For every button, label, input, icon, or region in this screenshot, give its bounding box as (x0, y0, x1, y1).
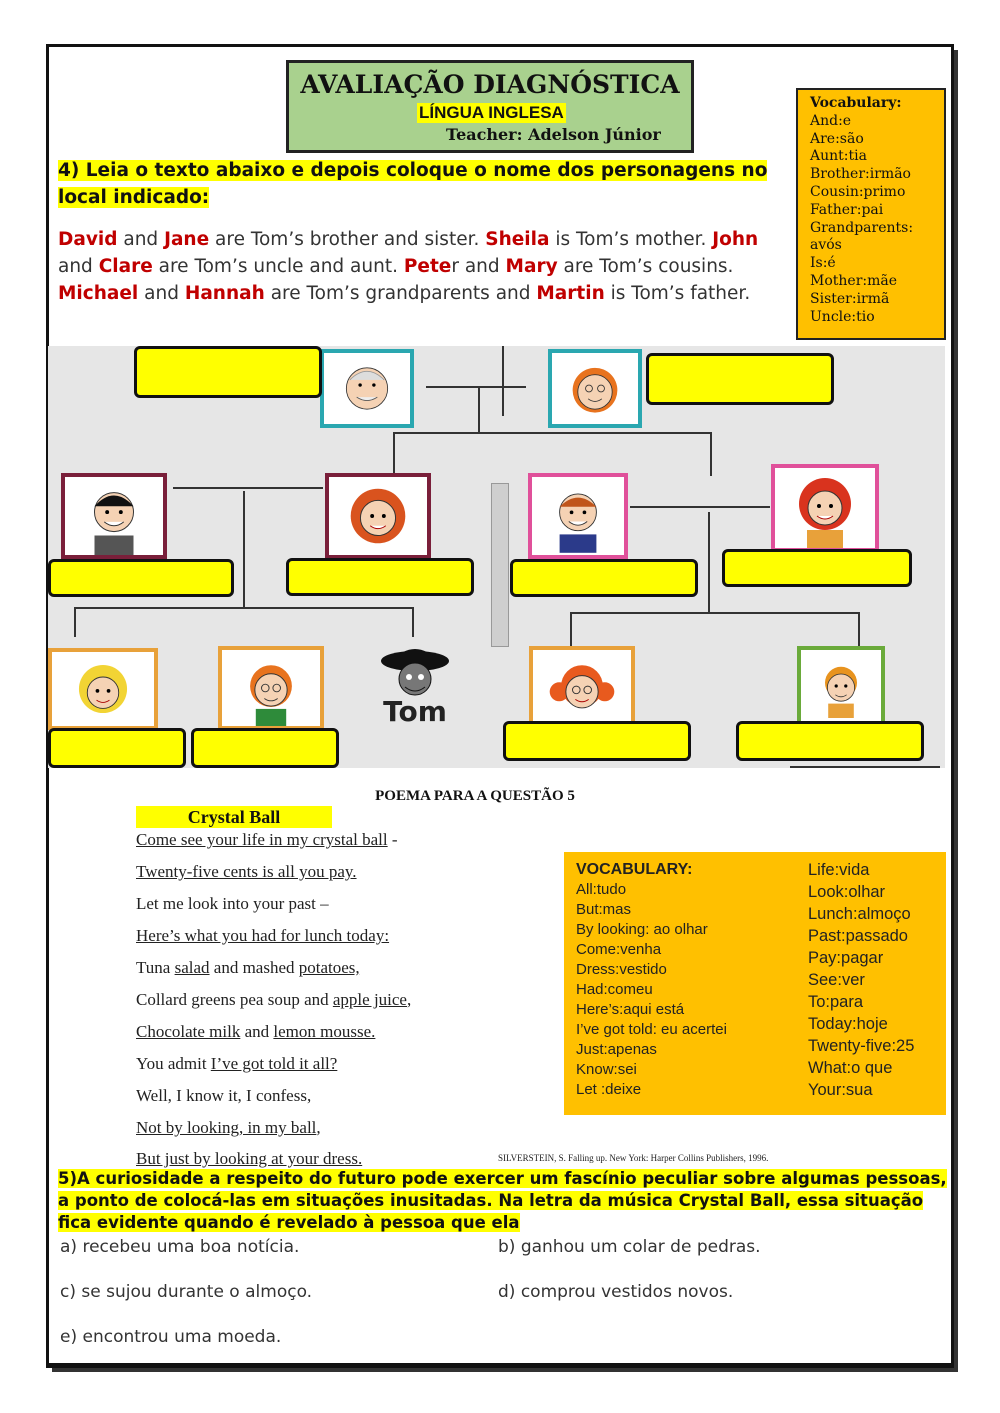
subject-label: LÍNGUA INGLESA (419, 103, 564, 122)
story-text: are Tom’s uncle and aunt. (152, 256, 404, 277)
uncle-portrait (61, 473, 167, 559)
man-face-icon (65, 477, 163, 555)
name-peter: Pete (403, 256, 452, 277)
brother-portrait (797, 646, 885, 726)
story-text: and (58, 256, 99, 277)
poem-text: apple juice (332, 990, 407, 1009)
poem-text: Come see your life in my crystal ball (136, 830, 388, 849)
vocab-item: Dress:vestido (576, 961, 667, 978)
poem-line (136, 958, 360, 978)
tree-line (393, 432, 711, 434)
vocab-item: Cousin:primo (810, 183, 906, 200)
vocab-item: Know:sei (576, 1061, 637, 1078)
girl-face-icon (52, 652, 154, 726)
name-michael: Michael (58, 283, 139, 304)
answer-slot-grandfather[interactable] (134, 346, 322, 398)
vocab-item: Your:sua (808, 1081, 873, 1099)
poem-text: and mashed (209, 958, 299, 977)
vocab-item: To:para (808, 993, 864, 1011)
poem-line: Twenty-five cents is all you pay. (136, 862, 357, 881)
tree-line (74, 607, 76, 637)
poem-text: - (387, 830, 398, 849)
answer-slot-cousin-girl[interactable] (48, 728, 186, 768)
story-text: and (117, 229, 165, 250)
poem-text: Collard greens pea soup and (136, 990, 333, 1009)
poem-text: lemon mousse. (273, 1022, 376, 1041)
grandmother-portrait (548, 349, 642, 428)
vocab-item: I’ve got told: eu acertei (576, 1021, 727, 1038)
poem-line: Here’s what you had for lunch today: (136, 926, 390, 945)
name-clare: Clare (98, 256, 153, 277)
vocabulary-box (796, 88, 946, 340)
vocab-item: Had:comeu (576, 981, 653, 998)
mother-portrait (771, 464, 879, 552)
boy-face-icon (801, 650, 881, 722)
vocab-item: Let :deixe (576, 1081, 642, 1098)
vocab-column-1 (576, 860, 727, 1100)
woman-face-icon (775, 468, 875, 548)
vocab-item: Are:são (810, 130, 864, 147)
vocab-item: Pay:pagar (808, 949, 884, 967)
tree-line (478, 388, 480, 433)
poem-text: potatoes, (298, 958, 360, 977)
vocabulary-heading: VOCABULARY: (576, 861, 693, 878)
poem-title: Crystal Ball (136, 806, 332, 828)
poem-line (136, 990, 411, 1010)
cousin-boy-portrait (218, 646, 324, 730)
name-mary: Mary (505, 256, 558, 277)
teacher-label: Teacher: Adelson Júnior (446, 125, 661, 144)
name-john: John (712, 229, 759, 250)
woman-face-icon (329, 477, 427, 555)
tree-line (74, 607, 414, 609)
boy-face-icon (222, 650, 320, 726)
vocab-item: Mother:mãe (810, 272, 898, 289)
answer-slot-sister[interactable] (503, 721, 691, 761)
vocab-item: Aunt:tia (810, 148, 867, 165)
tree-line (570, 612, 572, 650)
poem-text: Chocolate milk (136, 1022, 241, 1041)
story-text: are Tom’s grandparents and (264, 283, 537, 304)
answer-slot-brother[interactable] (736, 721, 924, 761)
vocab-item: Just:apenas (576, 1041, 657, 1058)
grandmother-face-icon (552, 353, 638, 424)
answer-slot-father[interactable] (510, 559, 698, 597)
tree-line (858, 612, 860, 650)
vocab-item: Brother:irmão (810, 166, 911, 183)
story-text: is Tom’s father. (604, 283, 751, 304)
tree-line (426, 386, 526, 388)
name-hannah: Hannah (184, 283, 265, 304)
option-c[interactable]: c) se sujou durante o almoço. (60, 1282, 313, 1302)
vocab-item: Lunch:almoço (808, 905, 911, 923)
question-4-text: 4) Leia o texto abaixo e depois coloque o nome dos personagens no local indicado: (58, 160, 768, 208)
story-text: are Tom’s cousins. (557, 256, 734, 277)
answer-slot-grandmother[interactable] (646, 353, 834, 405)
question-4-prompt (58, 157, 798, 211)
vocab-item: See:ver (808, 971, 865, 989)
aunt-portrait (325, 473, 431, 559)
tom-figure (373, 641, 457, 729)
poem-text: Not by looking, in my ball (136, 1118, 317, 1137)
poem-line: Well, I know it, I confess, (136, 1086, 312, 1105)
vocab-column-2 (808, 859, 914, 1101)
answer-slot-uncle[interactable] (48, 559, 234, 597)
poem-text: Tuna (136, 958, 175, 977)
father-portrait (528, 473, 628, 559)
vocab-item: Come:venha (576, 941, 662, 958)
couple-arrow (630, 506, 770, 508)
grandfather-face-icon (324, 353, 410, 424)
name-martin: Martin (536, 283, 605, 304)
name-jane: Jane (164, 229, 210, 250)
poem-line (136, 1022, 375, 1042)
tree-line (393, 432, 395, 476)
poem-line: Let me look into your past – (136, 894, 329, 913)
vocab-item: Past:passado (808, 927, 908, 945)
story-text: r and (451, 256, 506, 277)
poem-text: I’ve got told it all? (210, 1054, 338, 1073)
vocab-item: Look:olhar (808, 883, 886, 901)
option-b[interactable]: b) ganhou um colar de pedras. (498, 1237, 761, 1257)
poem-text: , (406, 990, 412, 1009)
vocab-item: Here’s:aqui está (576, 1001, 685, 1018)
couple-arrow (173, 487, 323, 489)
tree-line (243, 491, 245, 607)
vocab-item: And:e (810, 112, 852, 129)
family-story (58, 226, 778, 307)
vocab-item: Twenty-five:25 (808, 1037, 915, 1055)
story-text: are Tom’s brother and sister. (209, 229, 486, 250)
tree-line (790, 766, 940, 768)
story-text: and (138, 283, 185, 304)
option-e[interactable]: e) encontrou uma moeda. (60, 1327, 282, 1347)
vocab-item: Father:pai (810, 201, 884, 218)
tree-line (412, 607, 414, 637)
poem-text: , (316, 1118, 321, 1137)
divider-bar (491, 483, 509, 647)
poem-text: salad (174, 958, 210, 977)
answer-slot-aunt[interactable] (286, 558, 474, 596)
tree-line (570, 612, 860, 614)
vocab-item: But:mas (576, 901, 632, 918)
tom-label: Tom (383, 695, 447, 728)
question-5-prompt (58, 1168, 948, 1234)
answer-slot-mother[interactable] (722, 549, 912, 587)
tree-line (502, 346, 504, 416)
vocab-item: Today:hoje (808, 1015, 888, 1033)
poem-line (136, 830, 398, 850)
poem-line (136, 1054, 337, 1074)
cousin-girl-portrait (48, 648, 158, 730)
poem-vocabulary-box (564, 852, 946, 1115)
tree-line (708, 512, 710, 612)
poem-text: You admit (136, 1054, 211, 1073)
question-5-text: 5)A curiosidade a respeito do futuro pode exercer um fascínio peculiar sobre algumas pessoas, a ponto de colocá-las em situações inusitadas. Na letra da música Crystal Ball, essa situação fica evidente quando é revelado à pessoa que ela (58, 1169, 947, 1232)
sister-portrait (529, 646, 635, 730)
tree-line (710, 432, 712, 476)
poem-text: and (240, 1022, 274, 1041)
vocab-item: Uncle:tio (810, 308, 875, 325)
vocab-item: Sister:irmã (810, 290, 890, 307)
vocab-item: Life:vida (808, 861, 870, 879)
option-d[interactable]: d) comprou vestidos novos. (498, 1282, 734, 1302)
page-title: AVALIAÇÃO DIAGNÓSTICA (300, 70, 680, 99)
poem-line: But just by looking at your dress. (136, 1149, 363, 1168)
vocab-item: Grandparents: (810, 219, 914, 236)
poem-section-heading: POEMA PARA A QUESTÃO 5 (375, 788, 575, 804)
poem-line (136, 1118, 321, 1138)
family-tree (48, 346, 945, 768)
vocab-item: What:o que (808, 1059, 893, 1077)
answer-slot-cousin-boy[interactable] (191, 728, 339, 768)
man-face-icon (532, 477, 624, 555)
grandfather-portrait (320, 349, 414, 428)
name-david: David (58, 229, 118, 250)
vocab-item: Is:é (810, 255, 836, 272)
option-a[interactable]: a) recebeu uma boa notícia. (60, 1237, 300, 1257)
girl-face-icon (533, 650, 631, 726)
poem-citation: SILVERSTEIN, S. Falling up. New York: Harper Collins Publishers, 1996. (498, 1153, 769, 1163)
vocab-item: avós (810, 237, 842, 254)
story-text: is Tom’s mother. (549, 229, 713, 250)
vocab-item: All:tudo (576, 881, 627, 898)
name-sheila: Sheila (485, 229, 550, 250)
vocabulary-heading: Vocabulary: (810, 95, 902, 111)
vocab-item: By looking: ao olhar (576, 921, 708, 938)
